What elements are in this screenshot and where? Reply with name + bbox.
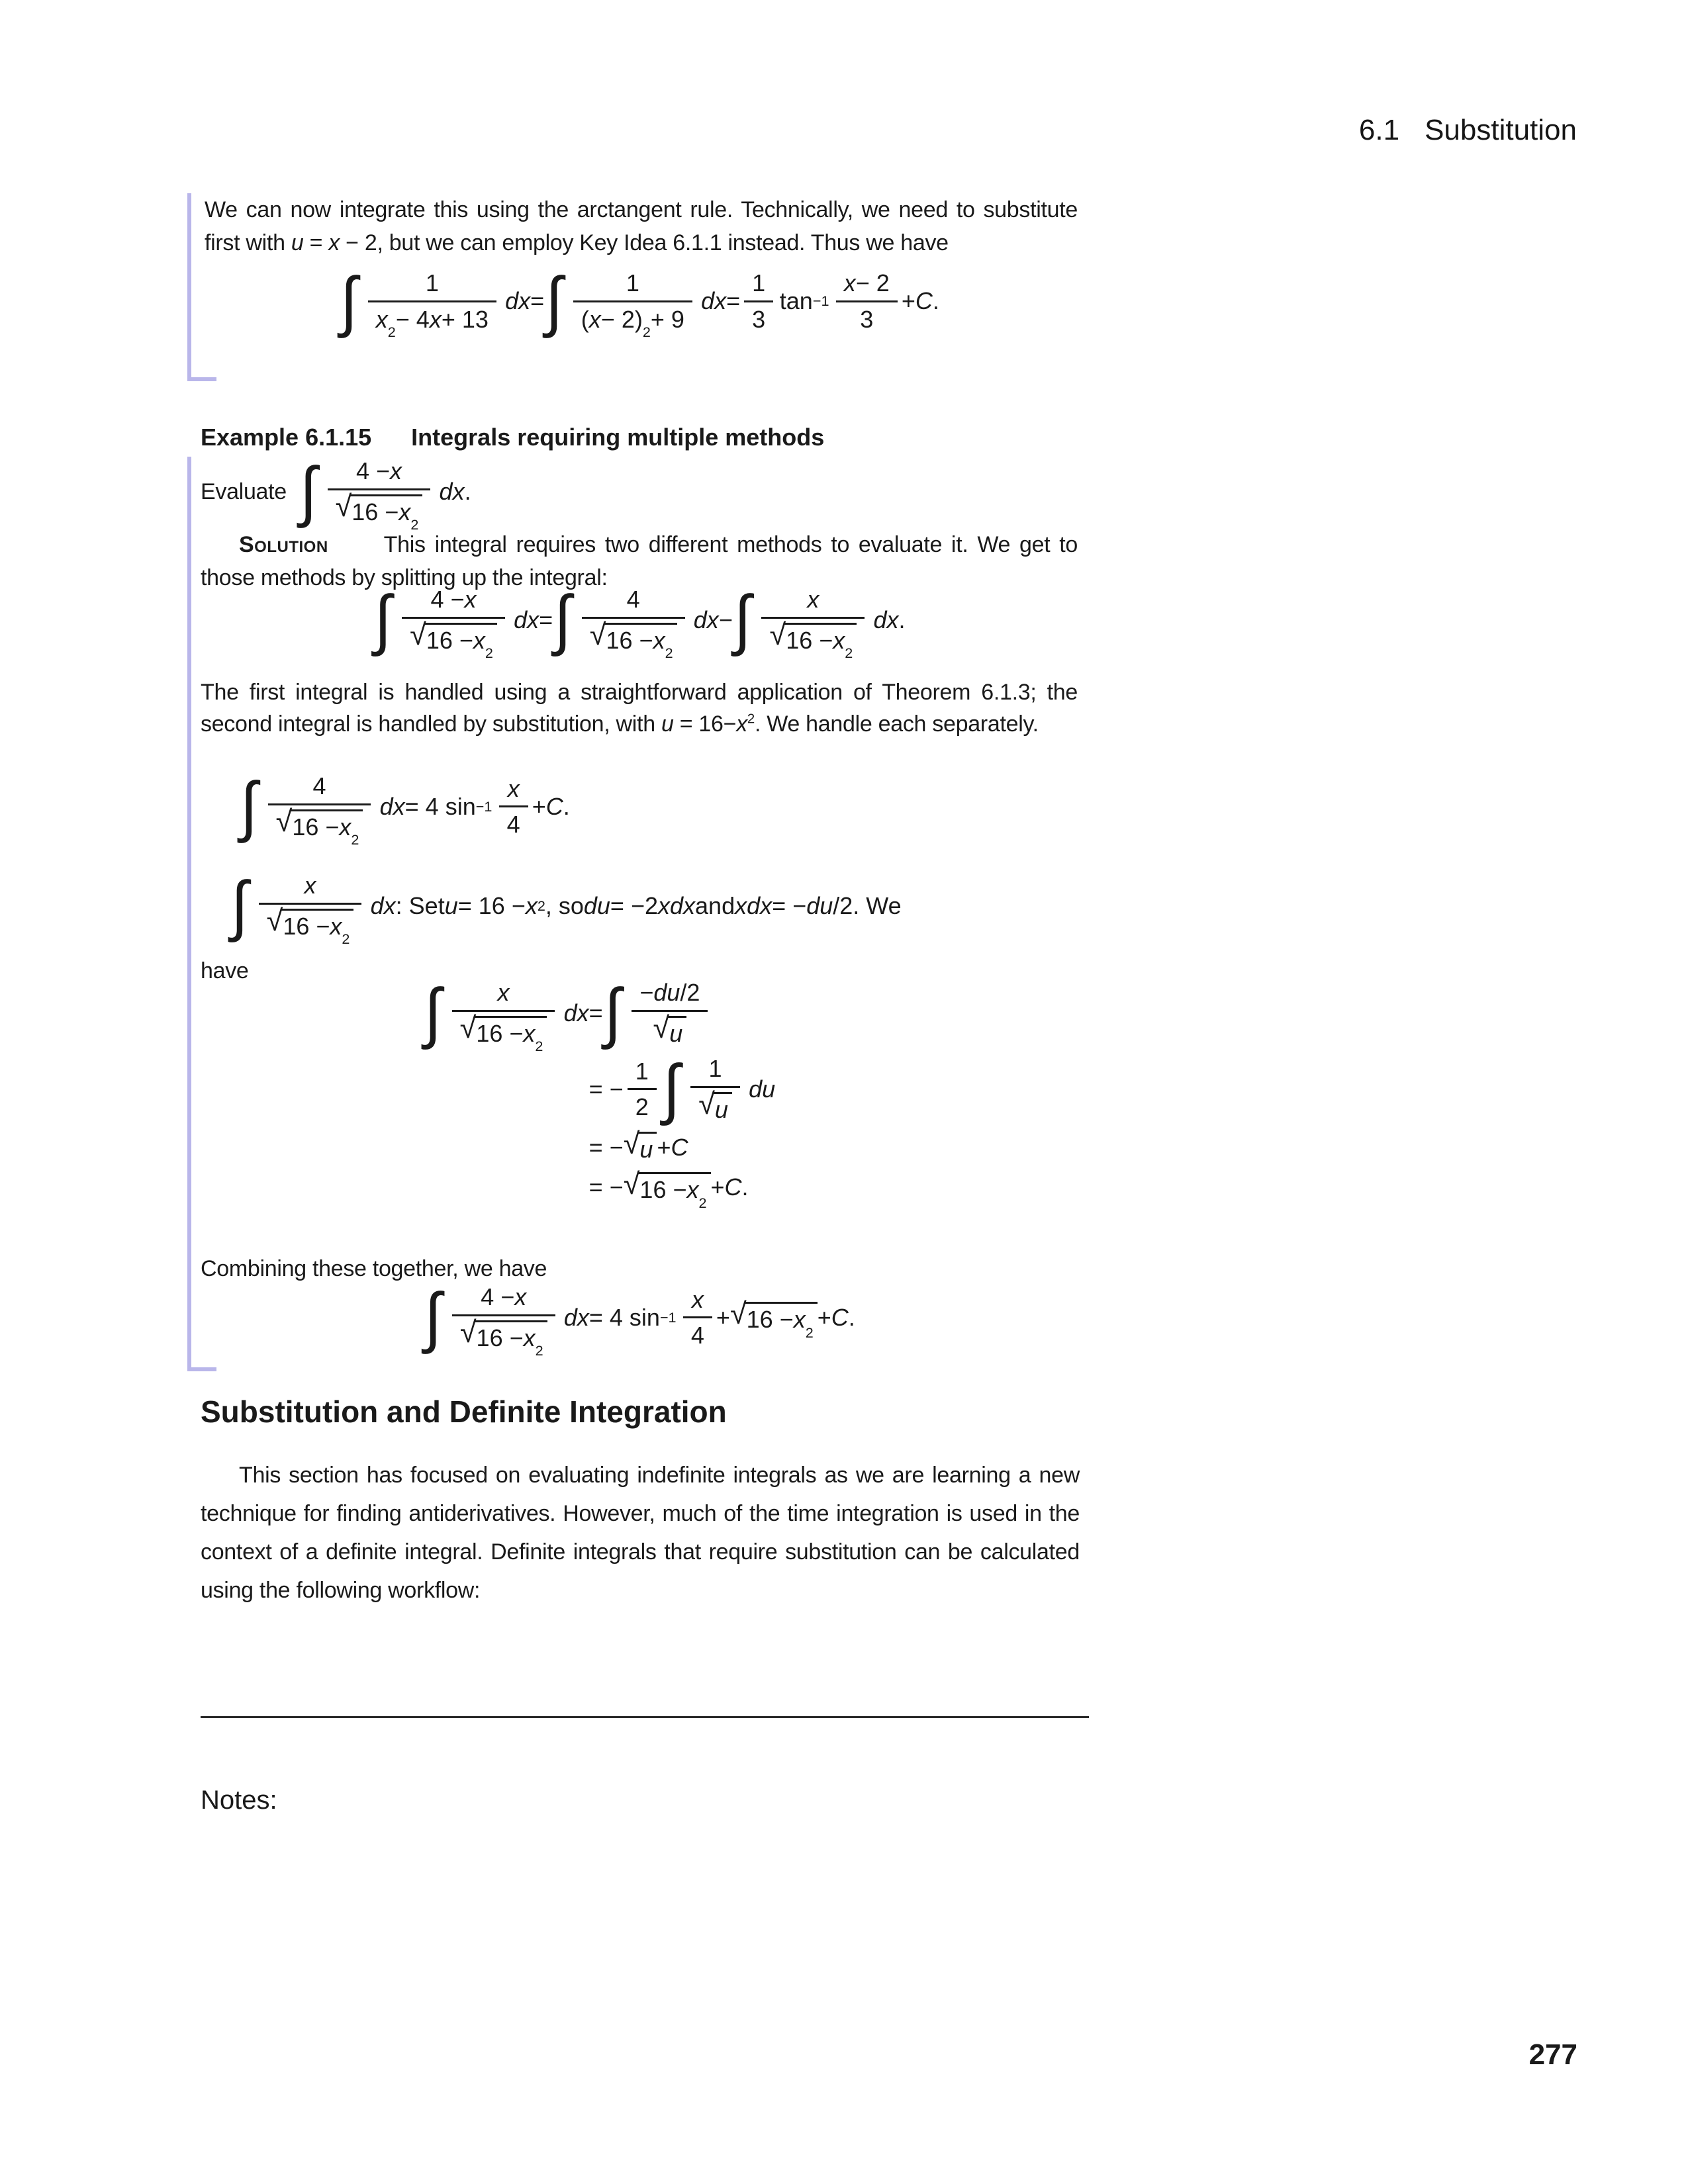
solution-paragraph bbox=[201, 528, 1078, 594]
equation-split-integral: ∫ 4 − x √ 16 − x 2 dx = ∫ 4 √ 16 − x 2 dx − ∫ x √ 16 − x 2 dx . bbox=[374, 581, 906, 662]
example-body bbox=[187, 453, 1078, 1371]
example-label: Example 6.1.15 bbox=[201, 424, 372, 451]
derivation-row3-rhs: = − √ u + C bbox=[588, 1126, 688, 1163]
solution-text: This integral requires two different methods to evaluate it. We get to those methods by splitting up the integral: bbox=[201, 532, 1078, 590]
running-section-number: 6.1 bbox=[1358, 114, 1400, 146]
derivation-row1-rhs: = ∫ − du /2 √ u bbox=[589, 979, 712, 1046]
equation-final-result: ∫ 4 − x √ 16 − x 2 dx = 4 sin −1 x 4 + √ 16 − x 2 + C . bbox=[424, 1279, 855, 1359]
derivation-row2-rhs: = − $\frac{1}{2}$ ∫ 1 √ u du bbox=[588, 1051, 776, 1126]
equation-first-integral: ∫ 4 √ 16 − x 2 dx = 4 sin −1 x 4 + C . bbox=[240, 768, 570, 848]
example-heading bbox=[201, 424, 824, 451]
previous-example-continuation bbox=[187, 193, 1078, 381]
running-section-title: Substitution bbox=[1425, 114, 1577, 146]
evaluate-label: Evaluate bbox=[201, 478, 287, 504]
derivation-row4-rhs: = − √ 16 − x 2 + C . bbox=[588, 1166, 749, 1211]
evaluate-integral: ∫ 4 − x √ 16 − x 2 dx . bbox=[299, 453, 471, 533]
solution-label: Solution bbox=[239, 532, 328, 557]
page-number: 277 bbox=[1528, 2038, 1577, 2071]
derivation-row1-lhs: ∫ x √ 16 − x 2 dx bbox=[424, 974, 589, 1055]
notes-divider bbox=[201, 1716, 1089, 1718]
second-integral-setup: ∫ x √ 16 − x 2 dx : Set u = 16 − x 2 , so du = −2 xdx and xdx = − du /2. We bbox=[231, 867, 902, 948]
definite-integration-paragraph: This section has focused on evaluating indefinite integrals as we are learning a new technique for finding antiderivatives. However, much of the time integration is used in the context of a definite integral. Definite integrals that require substitution can be calculated using the following workflow: bbox=[201, 1463, 1080, 1603]
running-header bbox=[1359, 114, 1577, 147]
combining-paragraph: Combining these together, we have bbox=[201, 1256, 547, 1281]
notes-label: Notes: bbox=[201, 1786, 277, 1815]
section-heading: Substitution and Definite Integration bbox=[201, 1394, 727, 1429]
have-label: have bbox=[201, 958, 249, 983]
arctangent-paragraph: We can now integrate this using the arctangent rule. Technically, we need to substitute first with u = x − 2, but we can employ Key Idea 6.1.1 instead. Thus we have bbox=[205, 197, 1078, 255]
example-title: Integrals requiring multiple methods bbox=[411, 424, 825, 451]
evaluate-row bbox=[201, 453, 471, 533]
aligned-derivation bbox=[423, 974, 776, 1211]
equation-arctangent-rule: ∫ 1 x 2 − 4 x + 13 dx = ∫ 1 ( x − 2) 2 + 9 dx = $\frac{1}{3}$ tan −1 x − 2 3 + C . bbox=[340, 263, 939, 341]
methods-paragraph: The first integral is handled using a straightforward application of Theorem 6.1.3; the second integral is handled by substitution, with $u = 16-x^2$. We handle each separately. bbox=[201, 680, 1078, 737]
